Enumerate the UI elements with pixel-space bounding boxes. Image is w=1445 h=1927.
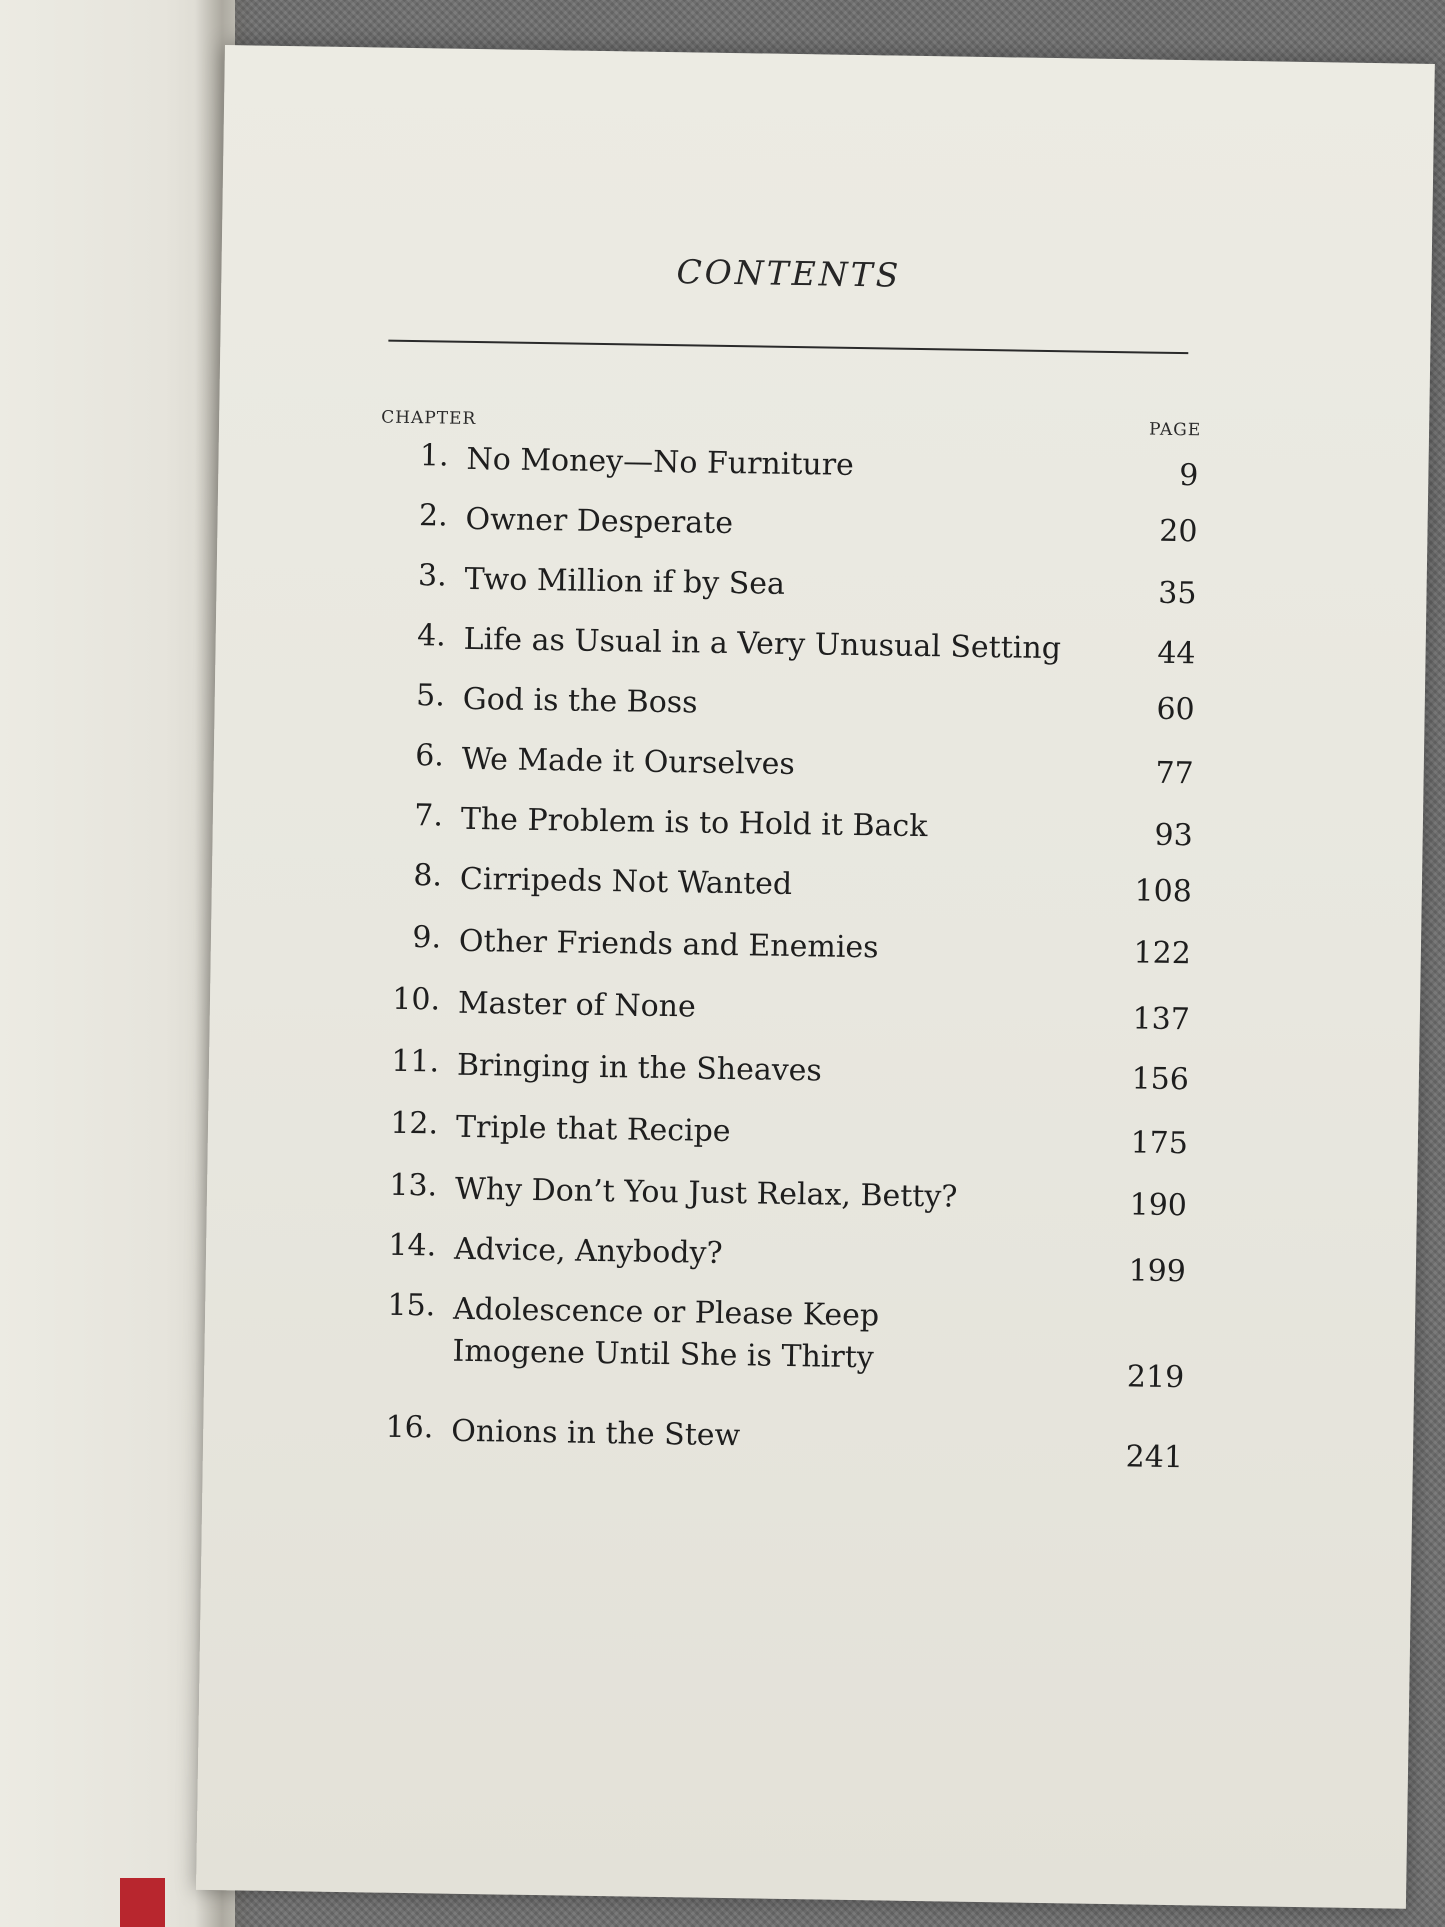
- toc-entry: [336, 617, 1196, 672]
- chapter-number: 4.: [416, 618, 447, 654]
- toc-entry: [330, 981, 1191, 1038]
- cover-edge: [120, 1878, 165, 1927]
- page-number: 9: [1178, 458, 1199, 494]
- chapter-title: Other Friends and Enemies: [458, 923, 879, 966]
- chapter-number: 2.: [418, 498, 448, 534]
- page-number: 190: [1129, 1187, 1188, 1224]
- page-number: 241: [1125, 1439, 1184, 1476]
- chapter-number: 3.: [417, 558, 447, 594]
- toc-entry: [326, 1287, 1186, 1396]
- toc-entry: [331, 919, 1192, 972]
- page-number: 199: [1128, 1253, 1187, 1290]
- chapter-title: We Made it Ourselves: [461, 741, 796, 783]
- page-number: 156: [1131, 1061, 1190, 1098]
- page-number: 219: [1126, 1359, 1185, 1396]
- chapter-number: 11.: [391, 1043, 440, 1080]
- chapter-number: 16.: [385, 1409, 434, 1446]
- chapter-column-label: CHAPTER: [381, 407, 477, 429]
- toc-entry: [338, 497, 1198, 550]
- chapter-number: 6.: [414, 738, 445, 774]
- page-number: 20: [1159, 513, 1198, 550]
- chapter-title: Adolescence or Please Keep Imogene Until She is Thirty: [452, 1291, 880, 1376]
- toc-entry: [328, 1105, 1189, 1162]
- page-number: 60: [1156, 691, 1195, 728]
- chapter-title: Master of None: [457, 985, 697, 1025]
- toc-entry: [324, 1409, 1184, 1476]
- toc-entry: [326, 1227, 1187, 1290]
- chapter-title: Onions in the Stew: [450, 1413, 741, 1454]
- page-number: 108: [1134, 873, 1193, 910]
- chapter-title: No Money—No Furniture: [466, 441, 855, 483]
- toc-entry: [327, 1167, 1188, 1224]
- title-rule: [388, 340, 1188, 355]
- chapter-number: 9.: [412, 920, 442, 956]
- page-number: 175: [1130, 1125, 1189, 1162]
- toc-entry: [332, 857, 1193, 910]
- chapter-number: 7.: [414, 798, 444, 834]
- chapter-title: The Problem is to Hold it Back: [460, 801, 928, 845]
- chapter-number: 13.: [389, 1167, 438, 1204]
- page-number: 137: [1132, 1001, 1191, 1038]
- chapter-title: Two Million if by Sea: [464, 561, 786, 602]
- contents-page: [196, 45, 1435, 1909]
- chapter-number: 15.: [387, 1287, 436, 1324]
- contents-title: CONTENTS: [676, 252, 902, 295]
- chapter-number: 5.: [415, 678, 446, 714]
- chapter-title: Why Don’t You Just Relax, Betty?: [454, 1171, 958, 1215]
- page-number: 44: [1157, 635, 1196, 672]
- page-number: 93: [1154, 817, 1193, 854]
- chapter-title: Owner Desperate: [465, 501, 734, 542]
- chapter-title: Triple that Recipe: [455, 1109, 731, 1150]
- chapter-number: 10.: [392, 981, 441, 1018]
- chapter-number: 12.: [390, 1105, 439, 1142]
- page-number: 122: [1133, 935, 1192, 972]
- chapter-number: 8.: [413, 858, 443, 894]
- toc-entry: [339, 437, 1199, 494]
- chapter-title: Advice, Anybody?: [453, 1231, 723, 1271]
- chapter-title: God is the Boss: [462, 681, 698, 721]
- toc-entry: [335, 677, 1195, 728]
- chapter-title: Cirripeds Not Wanted: [459, 861, 793, 903]
- chapter-title: Bringing in the Sheaves: [456, 1047, 823, 1089]
- page-column-label: PAGE: [1148, 419, 1202, 441]
- toc-list: [339, 437, 1199, 1476]
- chapter-title: Life as Usual in a Very Unusual Setting: [463, 621, 1062, 667]
- toc-entry: [333, 797, 1193, 854]
- chapter-number: 14.: [388, 1227, 437, 1264]
- toc-entry: [329, 1043, 1190, 1098]
- page-number: 35: [1158, 575, 1197, 612]
- toc-entry: [334, 737, 1194, 792]
- chapter-number: 1.: [419, 438, 449, 474]
- toc-entry: [337, 557, 1197, 612]
- page-number: 77: [1155, 755, 1194, 792]
